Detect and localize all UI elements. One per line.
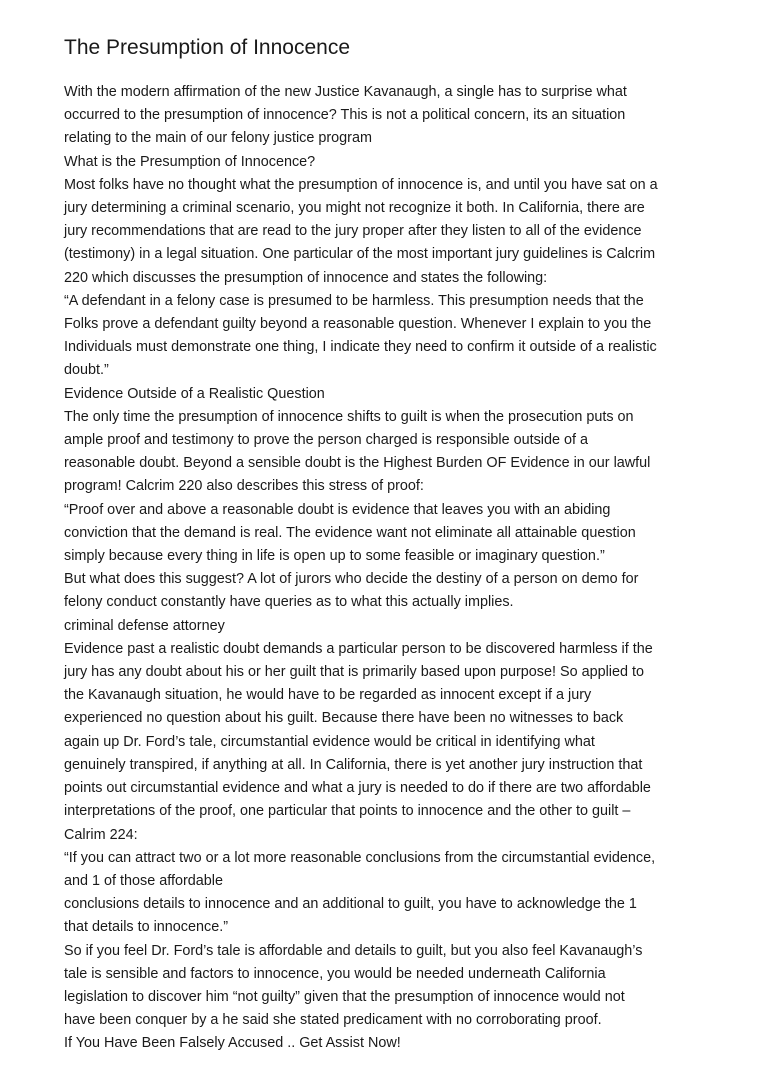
text-line: Individuals must demonstrate one thing, I indicate they need to confirm it outside of a realistic [64, 339, 657, 356]
text-line: conclusions details to innocence and an additional to guilt, you have to acknowledge the 1 [64, 896, 637, 913]
text-line: jury has any doubt about his or her guilt that is primarily based upon purpose! So applied to [64, 664, 644, 681]
text-line: Calrim 224: [64, 826, 138, 843]
text-line: Evidence Outside of a Realistic Question [64, 385, 325, 402]
text-line: genuinely transpired, if anything at all. In California, there is yet another jury instruction that [64, 756, 643, 773]
document-body [64, 81, 760, 1056]
text-line: criminal defense attorney [64, 617, 225, 634]
text-line: Most folks have no thought what the presumption of innocence is, and until you have sat on a [64, 176, 658, 193]
text-line: occurred to the presumption of innocence? This is not a political concern, its an situation [64, 107, 626, 124]
text-line: jury recommendations that are read to the jury proper after they listen to all of the evidence [64, 223, 642, 240]
text-line: the Kavanaugh situation, he would have to be regarded as innocent except if a jury [64, 687, 592, 704]
text-line: “If you can attract two or a lot more reasonable conclusions from the circumstantial evidence, [64, 849, 656, 866]
text-line: The only time the presumption of innocence shifts to guilt is when the prosecution puts on [64, 408, 634, 425]
text-line: reasonable doubt. Beyond a sensible doubt is the Highest Burden OF Evidence in our lawful [64, 455, 651, 472]
text-line: (testimony) in a legal situation. One particular of the most important jury guidelines is Calcrim [64, 246, 656, 263]
page-title: The Presumption of Innocence [64, 36, 351, 59]
text-line: ample proof and testimony to prove the person charged is responsible outside of a [64, 432, 588, 449]
text-line: What is the Presumption of Innocence? [64, 153, 316, 170]
text-line: “Proof over and above a reasonable doubt is evidence that leaves you with an abiding [64, 501, 611, 518]
text-line: tale is sensible and factors to innocence, you would be needed underneath California [64, 965, 606, 982]
text-line: program! Calcrim 220 also describes this stress of proof: [64, 478, 424, 495]
text-line: and 1 of those affordable [64, 872, 223, 889]
text-line: jury determining a criminal scenario, you might not recognize it both. In California, there are [64, 200, 645, 217]
text-line: But what does this suggest? A lot of jurors who decide the destiny of a person on demo for [64, 571, 639, 588]
text-line: So if you feel Dr. Ford’s tale is affordable and details to guilt, but you also feel Kavanaugh’s [64, 942, 643, 959]
text-line: Folks prove a defendant guilty beyond a reasonable question. Whenever I explain to you the [64, 316, 652, 333]
text-line: have been conquer by a he said she stated predicament with no corroborating proof. [64, 1012, 602, 1029]
text-line: With the modern affirmation of the new Justice Kavanaugh, a single has to surprise what [64, 84, 627, 100]
text-line: 220 which discusses the presumption of innocence and states the following: [64, 269, 548, 286]
text-line: again up Dr. Ford’s tale, circumstantial evidence would be critical in identifying what [64, 733, 595, 750]
text-line: legislation to discover him “not guilty” given that the presumption of innocence would not [64, 988, 625, 1005]
text-line: Evidence past a realistic doubt demands a particular person to be discovered harmless if the [64, 640, 653, 657]
text-line: interpretations of the proof, one particular that points to innocence and the other to guilt – [64, 803, 631, 820]
text-line: felony conduct constantly have queries as to what this actually implies. [64, 594, 514, 611]
text-line: conviction that the demand is real. The evidence want not eliminate all attainable question [64, 524, 636, 541]
text-line: relating to the main of our felony justice program [64, 130, 372, 147]
text-line: simply because every thing in life is open up to some feasible or imaginary question.” [64, 548, 605, 565]
text-line: “A defendant in a felony case is presumed to be harmless. This presumption needs that the [64, 292, 644, 309]
text-line: experienced no question about his guilt. Because there have been no witnesses to back [64, 710, 624, 727]
text-line: If You Have Been Falsely Accused .. Get Assist Now! [64, 1035, 401, 1052]
text-line: points out circumstantial evidence and what a jury is needed to do if there are two affordable [64, 780, 651, 797]
text-line: that details to innocence.” [64, 919, 228, 936]
document-page [64, 33, 760, 1056]
text-line: doubt.” [64, 362, 109, 379]
